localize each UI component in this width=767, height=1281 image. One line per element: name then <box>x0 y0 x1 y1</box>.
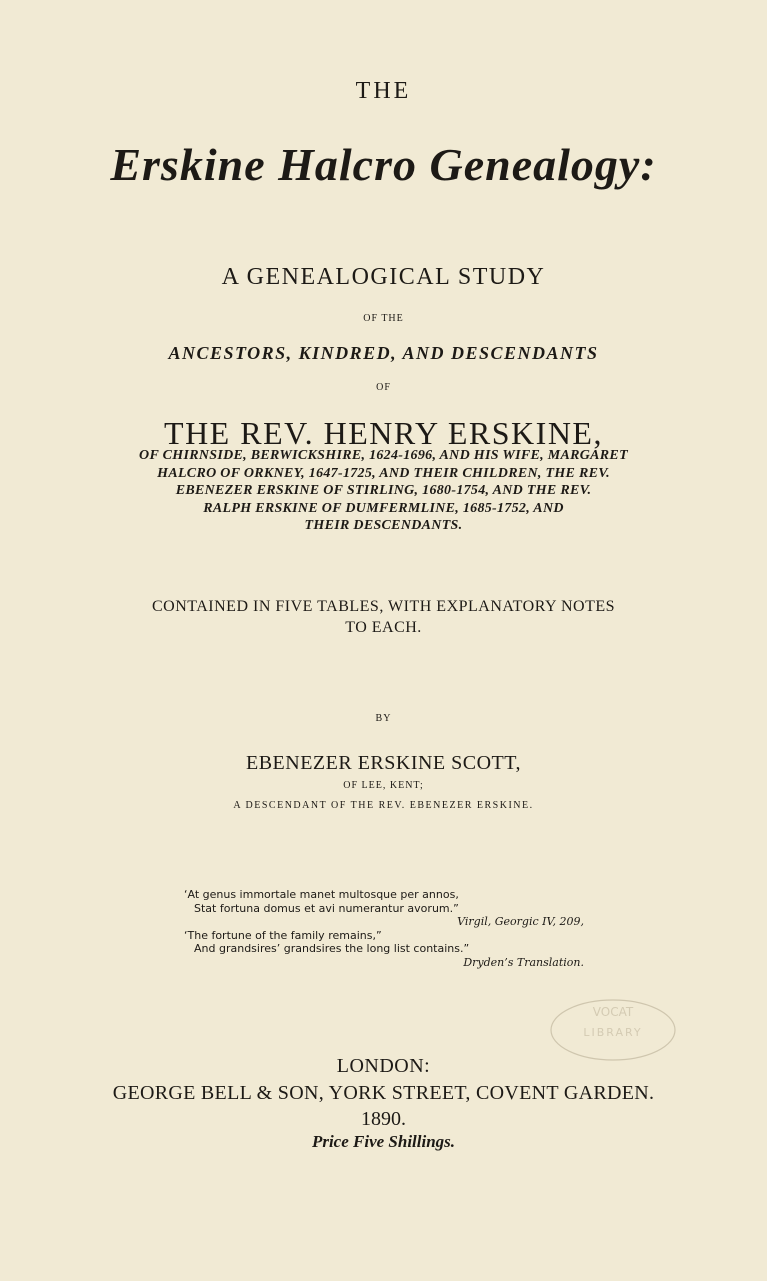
epigraph-line: ‘At genus immortale manet multosque per annos, <box>184 888 459 901</box>
rev-henry-erskine: THE REV. HENRY ERSKINE, <box>164 415 603 451</box>
contained-block <box>0 596 767 638</box>
description-line: THEIR DESCENDANTS. <box>304 518 463 533</box>
author-description: A DESCENDANT OF THE REV. EBENEZER ERSKINE. <box>233 800 534 811</box>
author-name: EBENEZER ERSKINE SCOTT, <box>245 752 521 774</box>
description-line: EBENEZER ERSKINE OF STIRLING, 1680-1754, AND THE REV. <box>175 483 592 498</box>
of-label: OF <box>376 382 391 393</box>
stamp-text-top: VOCAT <box>592 1005 634 1019</box>
price: Price Five Shillings. <box>311 1132 456 1151</box>
description-line: OF CHIRNSIDE, BERWICKSHIRE, 1624-1696, AND HIS WIFE, MARGARET <box>139 448 628 463</box>
stamp-text-mid: LIBRARY <box>583 1026 643 1039</box>
ancestors-line: ANCESTORS, KINDRED, AND DESCENDANTS <box>168 343 599 363</box>
description-line: RALPH ERSKINE OF DUMFERMLINE, 1685-1752, AND <box>203 500 564 516</box>
contained-line: CONTAINED IN FIVE TABLES, WITH EXPLANATORY NOTES <box>151 598 616 615</box>
subtitle: A GENEALOGICAL STUDY <box>221 264 546 290</box>
year: 1890. <box>361 1108 406 1130</box>
epigraph-line: Stat fortuna domus et avi numerantur avorum.” <box>194 901 459 915</box>
contained-line: TO EACH. <box>345 619 422 636</box>
publisher: GEORGE BELL & SON, YORK STREET, COVENT GARDEN. <box>112 1082 655 1104</box>
of-the-label: OF THE <box>363 313 404 324</box>
library-stamp <box>548 992 678 1062</box>
main-title: Erskine Halcro Genealogy: <box>110 139 657 190</box>
epigraph <box>184 888 584 969</box>
epigraph-line: ‘The fortune of the family remains,” <box>184 928 382 942</box>
epigraph-line: And grandsires’ grandsires the long list contains.” <box>194 942 470 955</box>
author-place: OF LEE, KENT; <box>343 780 424 791</box>
city: LONDON: <box>336 1055 431 1077</box>
epigraph-attribution: Dryden’s Translation. <box>463 955 584 969</box>
title-the: THE <box>355 78 412 104</box>
description-block <box>0 447 767 535</box>
description-line: HALCRO OF ORKNEY, 1647-1725, AND THEIR CHILDREN, THE REV. <box>157 465 610 481</box>
by-label: BY <box>375 713 392 724</box>
epigraph-attribution: Virgil, Georgic IV, 209, <box>457 915 584 928</box>
